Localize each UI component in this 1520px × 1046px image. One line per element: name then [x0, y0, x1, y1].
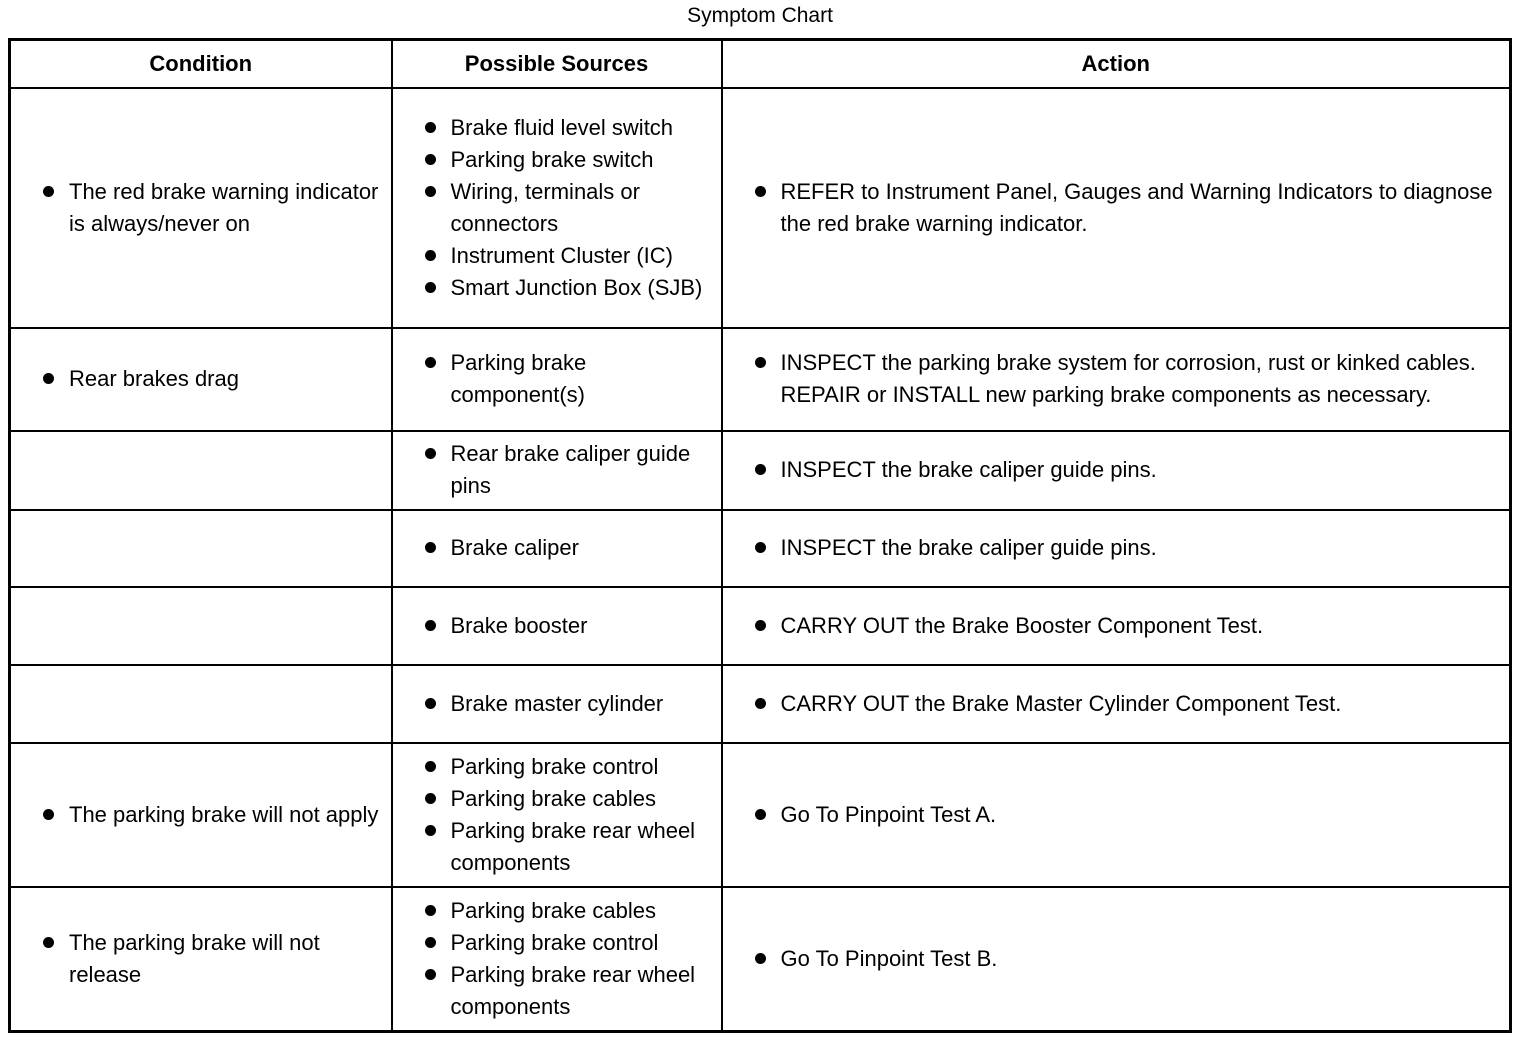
action-cell	[722, 665, 1511, 743]
sources-text: Parking brake rear wheel components	[450, 817, 696, 875]
column-header-possible-sources: Possible Sources	[392, 40, 722, 88]
bullet-icon	[425, 357, 436, 368]
sources-cell	[392, 328, 722, 431]
sources-text: Instrument Cluster (IC)	[450, 242, 673, 268]
bullet-icon	[425, 542, 436, 553]
sources-item	[393, 895, 721, 927]
sources-item	[393, 532, 721, 564]
sources-item	[393, 783, 721, 815]
sources-item	[393, 176, 721, 240]
sources-cell	[392, 587, 722, 665]
bullet-icon	[425, 825, 436, 836]
action-text: Go To Pinpoint Test A.	[780, 801, 997, 827]
sources-cell	[392, 887, 722, 1032]
sources-text: Brake fluid level switch	[450, 114, 674, 140]
condition-text: The red brake warning indicator is always/never on	[69, 178, 379, 236]
action-cell	[722, 510, 1511, 587]
bullet-icon	[425, 620, 436, 631]
table-row	[10, 665, 1511, 743]
symptom-chart-table	[8, 38, 1512, 1033]
column-header-action: Action	[722, 40, 1511, 88]
sources-item	[393, 815, 721, 879]
condition-cell	[10, 665, 392, 743]
table-row	[10, 328, 1511, 431]
action-text: CARRY OUT the Brake Master Cylinder Component Test.	[780, 690, 1342, 716]
bullet-icon	[755, 357, 766, 368]
sources-item	[393, 688, 721, 720]
table-row	[10, 587, 1511, 665]
condition-cell	[10, 328, 392, 431]
bullet-icon	[755, 953, 766, 964]
bullet-icon	[425, 761, 436, 772]
bullet-icon	[755, 542, 766, 553]
bullet-icon	[43, 809, 54, 820]
action-item	[723, 454, 1510, 486]
sources-item	[393, 927, 721, 959]
sources-text: Brake caliper	[450, 535, 579, 560]
action-item	[723, 688, 1510, 720]
action-item	[723, 532, 1510, 564]
action-cell	[722, 431, 1511, 510]
action-text: INSPECT the brake caliper guide pins.	[780, 457, 1157, 482]
table-row	[10, 743, 1511, 887]
condition-item	[11, 799, 391, 831]
bullet-icon	[755, 809, 766, 820]
sources-cell	[392, 431, 722, 510]
condition-cell	[10, 743, 392, 887]
action-text: INSPECT the brake caliper guide pins.	[780, 535, 1157, 560]
sources-text: Parking brake component(s)	[450, 350, 587, 407]
table-row	[10, 431, 1511, 510]
sources-item	[393, 438, 721, 502]
action-item	[723, 176, 1510, 240]
bullet-icon	[425, 448, 436, 459]
action-cell	[722, 88, 1511, 328]
bullet-icon	[755, 464, 766, 475]
condition-cell	[10, 587, 392, 665]
condition-cell	[10, 88, 392, 328]
sources-text: Wiring, terminals or connectors	[450, 178, 640, 236]
bullet-icon	[425, 186, 436, 197]
sources-cell	[392, 510, 722, 587]
sources-text: Parking brake rear wheel components	[450, 961, 696, 1019]
condition-text: Rear brakes drag	[69, 366, 239, 391]
sources-item	[393, 240, 721, 272]
bullet-icon	[425, 905, 436, 916]
action-item	[723, 347, 1510, 411]
table-row	[10, 88, 1511, 328]
bullet-icon	[43, 373, 54, 384]
sources-item	[393, 610, 721, 642]
action-item	[723, 610, 1510, 642]
sources-text: Brake booster	[450, 612, 588, 638]
action-cell	[722, 743, 1511, 887]
action-item	[723, 943, 1510, 975]
bullet-icon	[425, 282, 436, 293]
sources-text: Parking brake switch	[450, 146, 654, 172]
sources-item	[393, 112, 721, 144]
action-cell	[722, 887, 1511, 1032]
sources-text: Rear brake caliper guide pins	[450, 441, 691, 498]
bullet-icon	[425, 122, 436, 133]
sources-item	[393, 144, 721, 176]
sources-item	[393, 751, 721, 783]
bullet-icon	[755, 620, 766, 631]
condition-item	[11, 927, 391, 991]
sources-item	[393, 959, 721, 1023]
action-text: CARRY OUT the Brake Booster Component Test.	[780, 612, 1264, 638]
condition-item	[11, 176, 391, 240]
bullet-icon	[425, 937, 436, 948]
sources-text: Parking brake control	[450, 753, 659, 779]
page-title: Symptom Chart	[687, 4, 833, 27]
condition-text: The parking brake will not apply	[69, 801, 379, 827]
action-cell	[722, 587, 1511, 665]
bullet-icon	[755, 698, 766, 709]
sources-cell	[392, 743, 722, 887]
sources-cell	[392, 88, 722, 328]
condition-cell	[10, 431, 392, 510]
condition-item	[11, 363, 391, 395]
sources-text: Parking brake control	[450, 929, 659, 955]
action-text: Go To Pinpoint Test B.	[780, 945, 998, 971]
sources-text: Parking brake cables	[450, 897, 656, 923]
condition-cell	[10, 510, 392, 587]
condition-cell	[10, 887, 392, 1032]
sources-text: Brake master cylinder	[450, 690, 664, 716]
action-text: REFER to Instrument Panel, Gauges and Warning Indicators to diagnose the red brake warning indicator.	[780, 178, 1493, 236]
column-header-condition: Condition	[10, 40, 392, 88]
action-text: INSPECT the parking brake system for corrosion, rust or kinked cables. REPAIR or INSTALL new parking brake components as necessary.	[780, 350, 1476, 407]
bullet-icon	[755, 186, 766, 197]
bullet-icon	[425, 969, 436, 980]
action-item	[723, 799, 1510, 831]
condition-text: The parking brake will not release	[69, 929, 320, 987]
sources-item	[393, 347, 721, 411]
bullet-icon	[43, 186, 54, 197]
bullet-icon	[425, 698, 436, 709]
sources-text: Smart Junction Box (SJB)	[450, 274, 703, 300]
bullet-icon	[425, 793, 436, 804]
table-body	[10, 88, 1511, 1032]
table-row	[10, 887, 1511, 1032]
header-row	[10, 40, 1511, 88]
bullet-icon	[425, 154, 436, 165]
table-row	[10, 510, 1511, 587]
bullet-icon	[425, 250, 436, 261]
sources-text: Parking brake cables	[450, 785, 656, 811]
sources-item	[393, 272, 721, 304]
bullet-icon	[43, 937, 54, 948]
action-cell	[722, 328, 1511, 431]
sources-cell	[392, 665, 722, 743]
